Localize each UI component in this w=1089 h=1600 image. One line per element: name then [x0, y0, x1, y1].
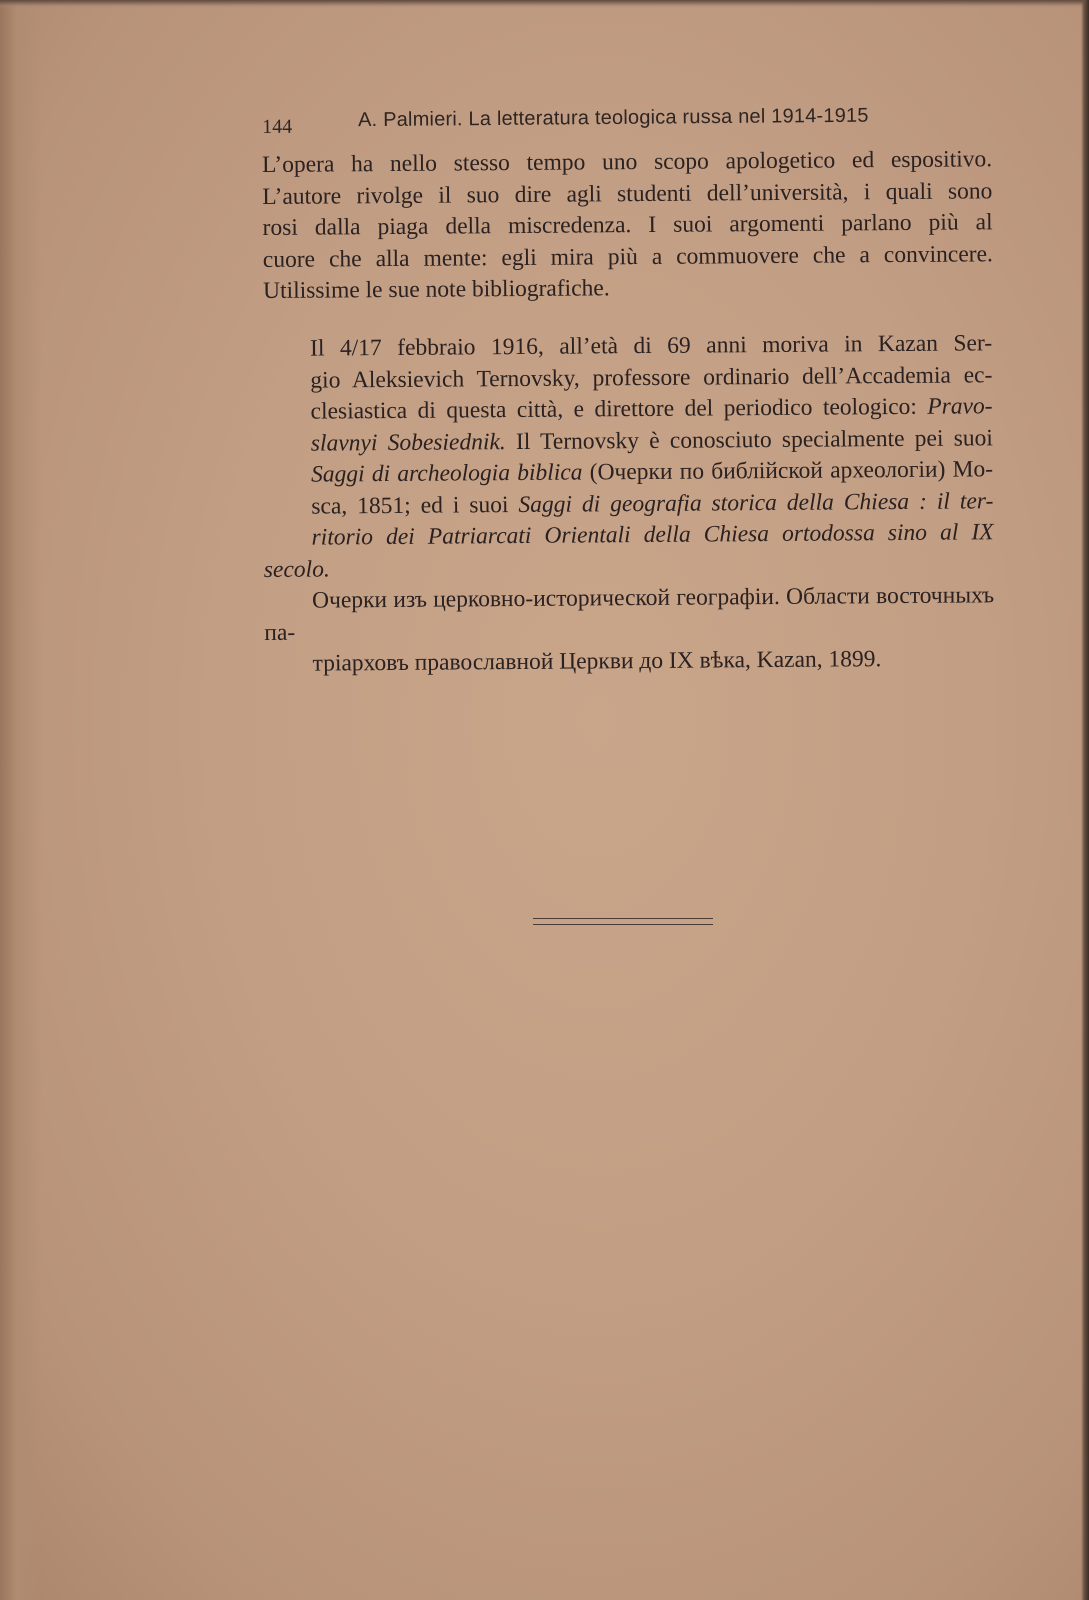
paragraph-2: [262, 328, 995, 680]
paragraph-2-line: тріарховъ православной Церкви до IX вѣка, Kazan, 1899.: [312, 646, 882, 677]
paragraph-2-text: sca, 1851; ed i suoi: [311, 491, 519, 520]
paragraph-1: [262, 144, 993, 307]
page-left-edge-shadow: [0, 0, 42, 1600]
paragraph-1-line: cuore che alla mente: egli mira più a commuovere che a convincere.: [262, 240, 993, 273]
page-number: 144: [262, 115, 293, 138]
paragraph-2-line: [263, 517, 993, 586]
paragraph-2-text: (Очерки по библійской археологіи) Mo-: [582, 456, 994, 486]
italic-title: slavnyi Sobesiednik.: [310, 428, 506, 457]
paragraph-2-line: [263, 454, 993, 491]
paragraph-2-line: Il 4/17 febbraio 1916, all’età di 69 anni moriva in Kazan Ser-: [310, 330, 993, 362]
page-right-edge-shadow: [1081, 0, 1089, 1600]
paragraph-2-line: gio Aleksievich Ternovsky, professore ordinario dell’Accademia ec-: [310, 361, 993, 394]
running-head-title: A. Palmieri. La letteratura teologica russa nel 1914-1915: [357, 104, 869, 132]
paragraph-1-line: L’opera ha nello stesso tempo uno scopo apologetico ed espositivo.: [262, 146, 993, 178]
page-top-edge-shadow: [0, 0, 1089, 8]
paragraph-2-text: Il Ternovsky è conosciuto specialmente pei suoi: [505, 424, 993, 455]
italic-title: Saggi di geografia storica della Chiesa : il ter-: [518, 487, 994, 518]
paragraph-1-line: Utilissime le sue note bibliografiche.: [263, 275, 610, 304]
section-end-double-rule: [533, 918, 713, 925]
italic-title: ritorio dei Patriarcati Orientali della Chiesa ortodossa sino al IX secolo.: [263, 519, 994, 583]
running-head: [262, 104, 962, 140]
paragraph-2-text: clesiastica di questa città, e direttore del periodico teologico:: [310, 393, 928, 425]
italic-title: Saggi di archeologia biblica: [311, 459, 583, 488]
italic-title: Pravo-: [927, 393, 993, 420]
paragraph-1-line: rosi dalla piaga della miscredenza. I suoi argomenti parlano più al: [262, 209, 993, 241]
paragraph-1-line: L’autore rivolge il suo dire agli studenti dell’università, i quali sono: [262, 177, 993, 210]
paragraph-2-line: Очерки изъ церковно-исторической географіи. Области восточныхъ па-: [264, 582, 995, 646]
paragraph-2-line: [262, 391, 992, 428]
